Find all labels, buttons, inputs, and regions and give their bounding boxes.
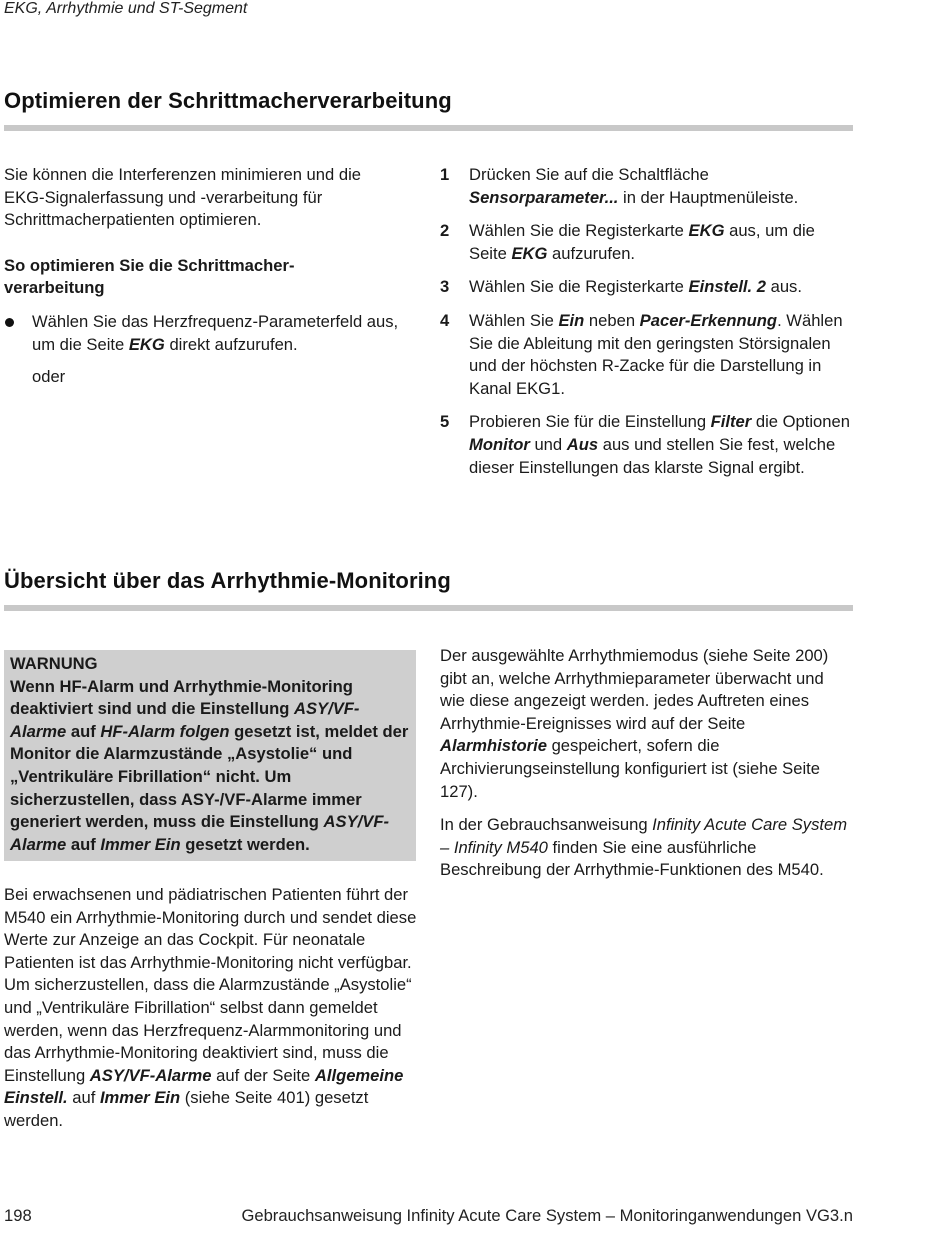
section-rule (4, 125, 853, 131)
step-2: 2 Wählen Sie die Registerkarte EKG aus, um die Seite EKG aufzurufen. (440, 221, 815, 263)
warning-box (4, 650, 416, 861)
left-column-section2 (4, 884, 418, 1133)
warning-title: WARNUNG (10, 654, 98, 673)
steps-list (440, 164, 854, 490)
step-4: 4 Wählen Sie Ein neben Pacer-Erkennung. Wählen Sie die Ableitung mit den geringsten Störsignalen und der höchsten R-Zacke für die Darstellung in Kanal EKG1. (440, 310, 843, 398)
step-1: 1 Drücken Sie auf die Schaltfläche Sensorparameter... in der Hauptmenüleiste. (440, 165, 799, 207)
section-title-arrhythmia: Übersicht über das Arrhythmie-Monitoring (4, 568, 451, 593)
arrhythmia-paragraph: Bei erwachsenen und pädiatrischen Patienten führt der M540 ein Arrhythmie-Monitoring durch und sendet diese Werte zur Anzeige an das Cockpit. Für neonatale Patienten ist das Arrhythmie-Monitoring nicht verfügbar. Um sicherzustellen, dass die Alarmzustände „Asystolie“ und „Ventrikuläre Fibrillation“ selbst dann gemeldet werden, wenn das Herzfrequenz-Alarmmonitoring und das Arrhythmie-Monitoring deaktiviert sind, muss die Einstellung ASY/VF-Alarme auf der Seite Allgemeine Einstell. auf Immer Ein (siehe Seite 401) gesetzt werden. (4, 885, 417, 1130)
footer-doc-title: Gebrauchsanweisung Infinity Acute Care System – Monitoringanwendungen VG3.n (241, 1206, 853, 1225)
page-number: 198 (4, 1206, 32, 1225)
warning-text: Wenn HF-Alarm und Arrhythmie-Monitoring deaktiviert sind und die Einstellung ASY/VF-Alarme auf HF-Alarm folgen gesetzt ist, meldet der Monitor die Alarmzustände „Asystolie“ und „Ventrikuläre Fibrillation“ nicht. Um sicherzustellen, dass ASY-/VF-Alarme immer generiert werden, muss die Einstellung ASY/VF-Alarme auf Immer Ein gesetzt werden. (10, 676, 409, 854)
section-title-pacer: Optimieren der Schrittmacherverarbeitung (4, 88, 452, 113)
right-column-section2 (440, 645, 854, 882)
section-rule (4, 605, 853, 611)
mode-paragraph: Der ausgewählte Arrhythmiemodus (siehe Seite 200) gibt an, welche Arrhythmieparameter überwacht und wie diese angezeigt werden. jedes Auftreten eines Arrhythmie-Ereignisses wird auf der Seite Alarmhistorie gespeichert, sofern die Archivierungseinstellung konfiguriert ist (siehe Seite 127). (440, 646, 829, 801)
intro-paragraph: Sie können die Interferenzen minimieren und die EKG-Signalerfassung und -verarbeitung für Schrittmacherpatienten optimieren. (4, 165, 361, 230)
reference-paragraph: In der Gebrauchsanweisung Infinity Acute Care System – Infinity M540 finden Sie eine ausführliche Beschreibung der Arrhythmie-Funktionen des M540. (440, 815, 848, 880)
left-column-section1 (4, 164, 404, 389)
procedure-heading: So optimieren Sie die Schrittmacherverarbeitung (4, 255, 295, 298)
bullet-dot (5, 318, 14, 327)
bullet-item: Wählen Sie das Herzfrequenz-Parameterfeld aus, um die Seite EKG direkt aufzurufen. (4, 311, 402, 356)
step-5: 5 Probieren Sie für die Einstellung Filter die Optionen Monitor und Aus aus und stellen Sie fest, welche dieser Einstellungen das klarste Signal ergibt. (440, 412, 850, 477)
running-head: EKG, Arrhythmie und ST-Segment (4, 0, 248, 17)
or-text: oder (32, 367, 66, 387)
step-3: 3 Wählen Sie die Registerkarte Einstell. 2 aus. (440, 277, 802, 297)
